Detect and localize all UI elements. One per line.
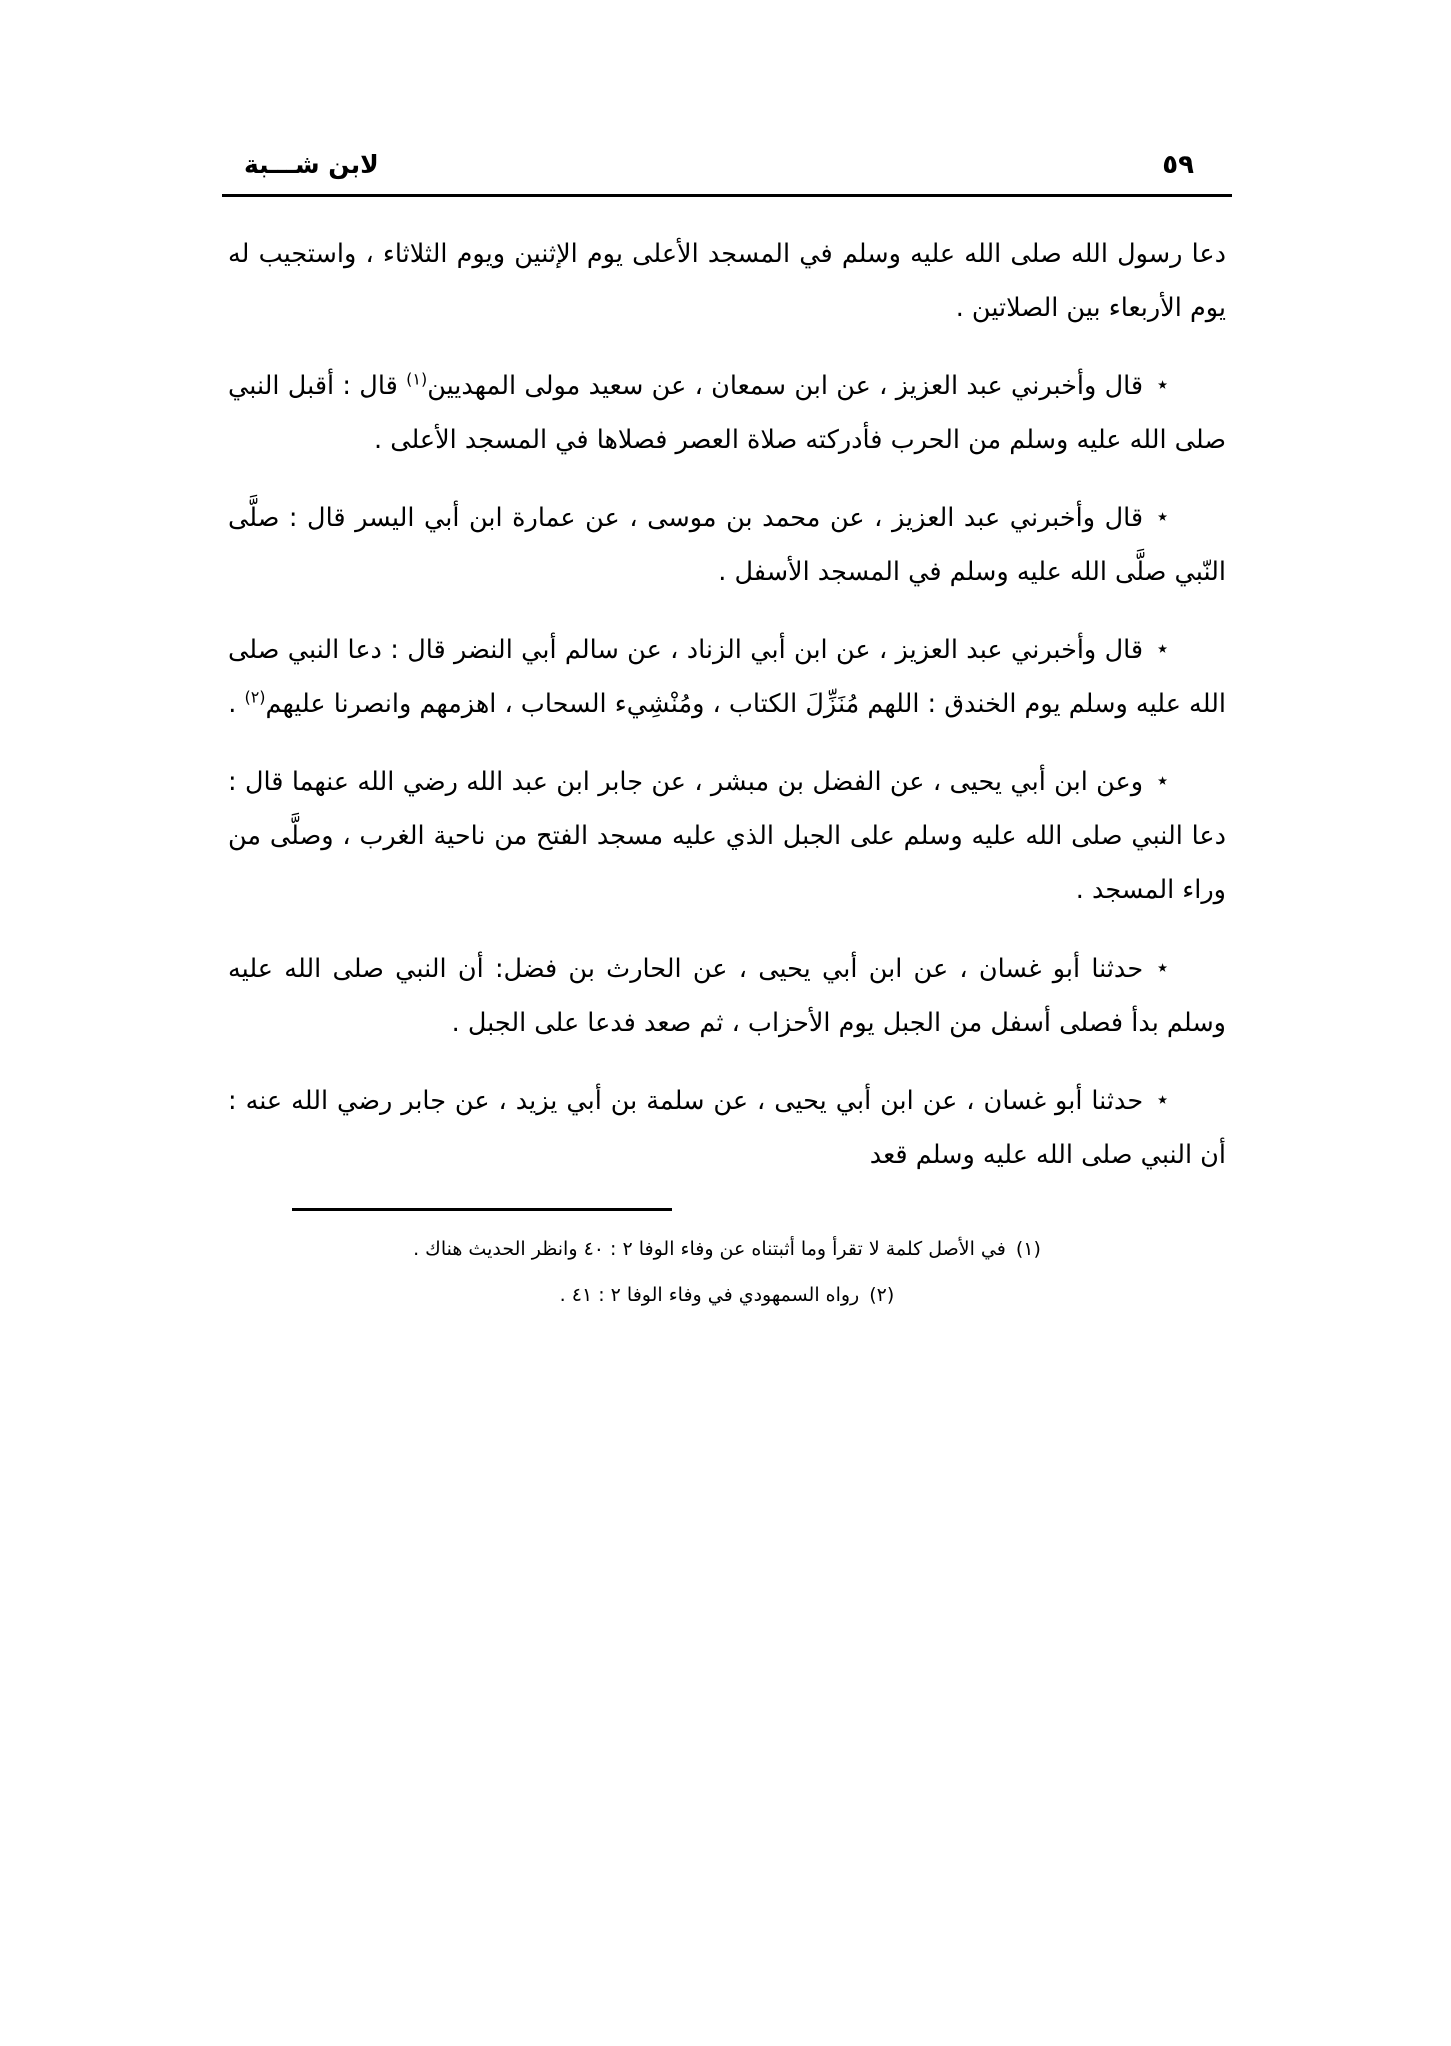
paragraph-text: قال وأخبرني عبد العزيز ، عن ابن سمعان ، عن سعيد مولى المهديين (427, 371, 1144, 402)
paragraph-text: حدثنا أبو غسان ، عن ابن أبي يحيى ، عن سلمة بن أبي يزيد ، عن جابر رضي الله عنه : أن النبي صلى الله عليه وسلم قعد (228, 1085, 1226, 1170)
paragraph (222, 623, 1232, 731)
page-number: ٥٩ (1162, 150, 1194, 180)
footnote-number: (٢) (869, 1283, 895, 1306)
page-body (222, 227, 1232, 1182)
paragraph (222, 942, 1232, 1050)
paragraph (222, 359, 1232, 467)
bullet-star-icon: ٭ (1157, 636, 1168, 661)
page-header (222, 150, 1232, 180)
bullet-star-icon: ٭ (1157, 372, 1168, 397)
paragraph-text-cont: . (228, 689, 245, 720)
paragraph (222, 491, 1232, 599)
footnote-text: في الأصل كلمة لا تقرأ وما أثبتناه عن وفاء الوفا ٢ : ٤٠ وانظر الحديث هناك . (413, 1237, 1006, 1260)
footnotes (222, 1231, 1232, 1313)
bullet-star-icon: ٭ (1157, 768, 1168, 793)
footnote-text: رواه السمهودي في وفاء الوفا ٢ : ٤١ . (559, 1283, 860, 1306)
paragraph-text: قال وأخبرني عبد العزيز ، عن ابن أبي الزناد ، عن سالم أبي النضر قال : دعا النبي صلى الله عليه وسلم يوم الخندق : اللهم مُنَزِّلَ الكتاب ، ومُنْشِيء السحاب ، اهزمهم وانصرنا عليهم (228, 635, 1226, 720)
footnote-number: (١) (1015, 1237, 1041, 1260)
paragraph-text: حدثنا أبو غسان ، عن ابن أبي يحيى ، عن الحارث بن فضل: أن النبي صلى الله عليه وسلم بدأ فصلى أسفل من الجبل يوم الأحزاب ، ثم صعد فدعا على الجبل . (228, 953, 1226, 1038)
footnote-separator (292, 1208, 672, 1211)
running-title: لابن شـــبة (244, 150, 379, 179)
paragraph (222, 1074, 1232, 1182)
paragraph-text-cont: قال : أقبل النبي صلى الله عليه وسلم من الحرب فأدركته صلاة العصر فصلاها في المسجد الأعلى . (228, 371, 1226, 456)
paragraph-text: قال وأخبرني عبد العزيز ، عن محمد بن موسى ، عن عمارة ابن أبي اليسر قال : صلَّى النّبي صلَّى الله عليه وسلم في المسجد الأسفل . (228, 503, 1226, 588)
paragraph-text: وعن ابن أبي يحيى ، عن الفضل بن مبشر ، عن جابر ابن عبد الله رضي الله عنهما قال : دعا النبي صلى الله عليه وسلم على الجبل الذي عليه مسجد الفتح من ناحية الغرب ، وصلَّى من وراء المسجد . (228, 767, 1226, 906)
page-sheet (222, 150, 1232, 1323)
bullet-star-icon: ٭ (1157, 504, 1168, 529)
header-rule (222, 194, 1232, 197)
bullet-star-icon: ٭ (1157, 1086, 1168, 1111)
footnote-ref[interactable]: (١) (406, 369, 428, 389)
paragraph (222, 755, 1232, 917)
footnote-item (230, 1231, 1224, 1267)
footnote-item (230, 1277, 1224, 1313)
footnote-ref[interactable]: (٢) (244, 687, 266, 707)
paragraph (222, 227, 1232, 335)
bullet-star-icon: ٭ (1157, 954, 1168, 979)
paragraph-text: دعا رسول الله صلى الله عليه وسلم في المسجد الأعلى يوم الإثنين ويوم الثلاثاء ، واستجيب له يوم الأربعاء بين الصلاتين . (228, 239, 1226, 324)
